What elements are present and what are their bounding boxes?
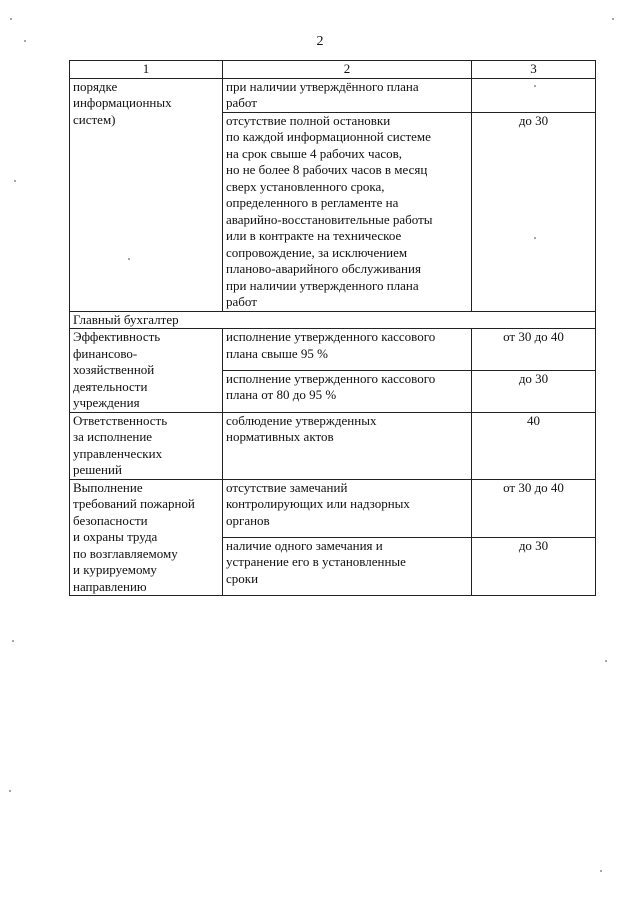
scan-speck xyxy=(14,180,16,182)
criteria-table xyxy=(69,60,596,596)
scan-speck xyxy=(612,18,614,20)
indicator-cell: исполнение утвержденного кассового плана свыше 95 % xyxy=(223,329,472,371)
scan-speck xyxy=(9,790,11,792)
column-header: 1 xyxy=(70,61,223,79)
criterion-cell: Выполнение требований пожарной безопасности и охраны труда по возглавляемому и курируемому направлению xyxy=(70,479,223,596)
scan-speck xyxy=(24,40,26,42)
indicator-cell: исполнение утвержденного кассового плана от 80 до 95 % xyxy=(223,370,472,412)
indicator-cell: наличие одного замечания и устранение его в установленные сроки xyxy=(223,537,472,595)
scan-speck xyxy=(534,237,536,239)
scan-speck xyxy=(10,18,12,20)
scan-speck xyxy=(600,870,602,872)
indicator-cell: соблюдение утвержденных нормативных актов xyxy=(223,412,472,479)
scan-speck xyxy=(605,660,607,662)
indicator-cell: отсутствие замечаний контролирующих или надзорных органов xyxy=(223,479,472,537)
page-number: 2 xyxy=(316,34,324,49)
scan-speck xyxy=(128,258,130,260)
criterion-cell: Эффективность финансово- хозяйственной деятельности учреждения xyxy=(70,329,223,413)
column-header: 2 xyxy=(223,61,472,79)
table-row xyxy=(70,329,596,371)
value-cell: до 30 xyxy=(472,370,596,412)
position-title: Главный бухгалтер xyxy=(70,311,596,329)
column-header: 3 xyxy=(472,61,596,79)
table-header-row xyxy=(70,61,596,79)
value-cell: до 30 xyxy=(472,112,596,311)
criterion-cell: Ответственность за исполнение управленческих решений xyxy=(70,412,223,479)
table-row xyxy=(70,479,596,537)
indicator-cell: при наличии утверждённого плана работ xyxy=(223,78,472,112)
table-row xyxy=(70,412,596,479)
value-cell: до 30 xyxy=(472,537,596,595)
scan-speck xyxy=(12,640,14,642)
indicator-cell: отсутствие полной остановки по каждой информационной системе на срок свыше 4 рабочих часов, но не более 8 рабочих часов в месяц сверх установленного срока, определенного в регламенте на аварийно-восстановительные работы или в контракте на техническое сопровождение, за исключением планово-аварийного обслуживания при наличии утвержденного плана работ xyxy=(223,112,472,311)
value-cell: от 30 до 40 xyxy=(472,329,596,371)
value-cell: от 30 до 40 xyxy=(472,479,596,537)
value-cell xyxy=(472,78,596,112)
value-cell: 40 xyxy=(472,412,596,479)
scan-speck xyxy=(534,85,536,87)
criterion-cell: порядке информационных систем) xyxy=(70,78,223,311)
table-row xyxy=(70,78,596,112)
position-row xyxy=(70,311,596,329)
